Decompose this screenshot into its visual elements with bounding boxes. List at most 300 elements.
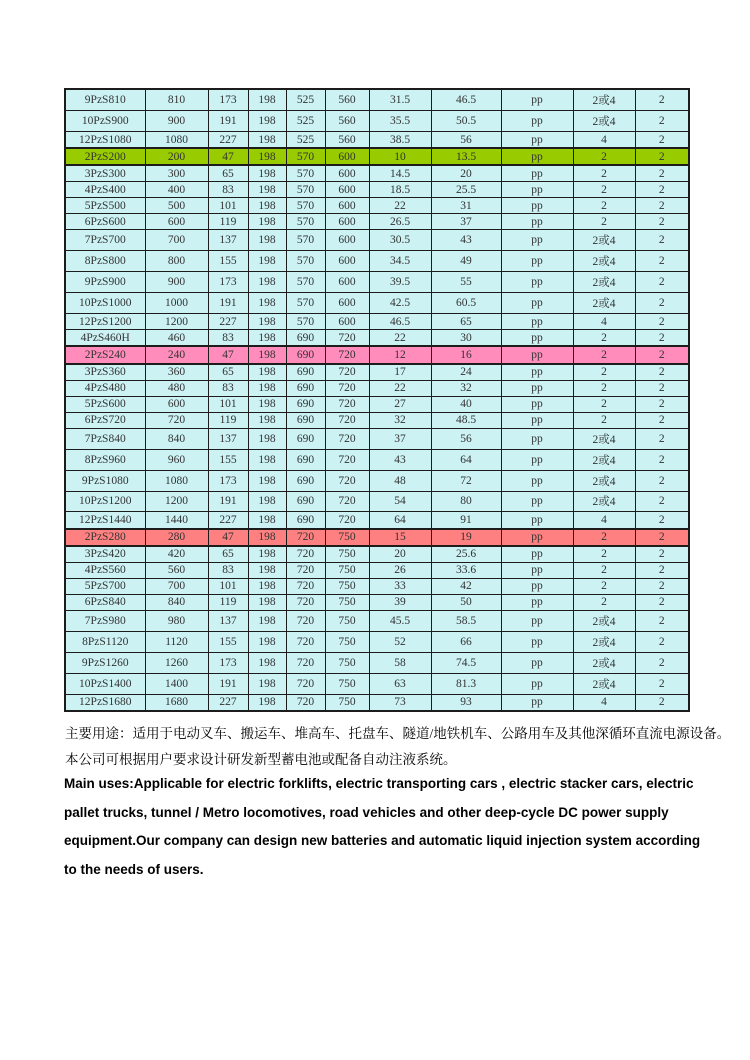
table-cell: 198 bbox=[248, 182, 286, 198]
table-cell: 8PzS960 bbox=[65, 449, 145, 470]
table-cell: 2 bbox=[635, 346, 689, 363]
table-cell: 65 bbox=[208, 364, 248, 381]
table-cell: 2或4 bbox=[573, 111, 635, 132]
table-cell: 198 bbox=[248, 491, 286, 512]
table-row bbox=[65, 512, 689, 529]
table-cell: 1400 bbox=[145, 673, 208, 694]
table-cell: 198 bbox=[248, 293, 286, 314]
table-cell: pp bbox=[501, 293, 573, 314]
table-cell: 600 bbox=[325, 148, 369, 165]
table-row bbox=[65, 428, 689, 449]
table-cell: 198 bbox=[248, 346, 286, 363]
battery-spec-table-body bbox=[65, 89, 689, 711]
table-cell: 2 bbox=[573, 578, 635, 594]
table-cell: 137 bbox=[208, 610, 248, 631]
table-cell: 17 bbox=[369, 364, 431, 381]
table-cell: 2 bbox=[573, 330, 635, 347]
table-cell: 750 bbox=[325, 694, 369, 711]
custom-design-note-cn: 本公司可根据用户要求设计研发新型蓄电池或配备自动注液系统。 bbox=[65, 752, 457, 767]
table-cell: 2 bbox=[635, 89, 689, 111]
main-uses-note-cn: 主要用途：适用于电动叉车、搬运车、堆高车、托盘车、隧道/地铁机车、公路用车及其他深循环直流电源设备。 bbox=[65, 726, 731, 741]
table-cell: 227 bbox=[208, 694, 248, 711]
table-cell: pp bbox=[501, 694, 573, 711]
table-cell: 4PzS460H bbox=[65, 330, 145, 347]
table-cell: 600 bbox=[145, 214, 208, 230]
table-cell: 750 bbox=[325, 578, 369, 594]
table-cell: 48 bbox=[369, 470, 431, 491]
table-row bbox=[65, 562, 689, 578]
table-cell: 6PzS840 bbox=[65, 594, 145, 610]
table-cell: 570 bbox=[286, 293, 325, 314]
table-cell: 198 bbox=[248, 380, 286, 396]
table-cell: 600 bbox=[325, 165, 369, 182]
table-cell: 2或4 bbox=[573, 428, 635, 449]
table-row bbox=[65, 198, 689, 214]
table-cell: 198 bbox=[248, 512, 286, 529]
table-cell: 2 bbox=[635, 428, 689, 449]
table-cell: 50.5 bbox=[431, 111, 501, 132]
table-cell: 198 bbox=[248, 111, 286, 132]
table-cell: 33.6 bbox=[431, 562, 501, 578]
table-cell: 43 bbox=[369, 449, 431, 470]
table-cell: 600 bbox=[325, 251, 369, 272]
table-cell: 1680 bbox=[145, 694, 208, 711]
table-cell: 720 bbox=[286, 546, 325, 563]
table-cell: 22 bbox=[369, 198, 431, 214]
table-row bbox=[65, 546, 689, 563]
table-cell: 7PzS840 bbox=[65, 428, 145, 449]
table-cell: 960 bbox=[145, 449, 208, 470]
table-cell: 101 bbox=[208, 198, 248, 214]
table-cell: 240 bbox=[145, 346, 208, 363]
table-cell: 12PzS1080 bbox=[65, 131, 145, 148]
table-cell: 720 bbox=[286, 610, 325, 631]
table-cell: 26 bbox=[369, 562, 431, 578]
table-cell: 198 bbox=[248, 428, 286, 449]
table-cell: 8PzS1120 bbox=[65, 631, 145, 652]
table-cell: 137 bbox=[208, 428, 248, 449]
table-cell: 1000 bbox=[145, 293, 208, 314]
table-cell: 42 bbox=[431, 578, 501, 594]
table-cell: 198 bbox=[248, 330, 286, 347]
table-cell: 50 bbox=[431, 594, 501, 610]
table-cell: 48.5 bbox=[431, 412, 501, 428]
table-cell: 2 bbox=[635, 578, 689, 594]
table-cell: 227 bbox=[208, 512, 248, 529]
table-cell: 10PzS1400 bbox=[65, 673, 145, 694]
table-cell: pp bbox=[501, 412, 573, 428]
table-cell: 80 bbox=[431, 491, 501, 512]
table-cell: 198 bbox=[248, 214, 286, 230]
table-cell: pp bbox=[501, 428, 573, 449]
table-cell: 2 bbox=[635, 330, 689, 347]
table-cell: pp bbox=[501, 182, 573, 198]
table-cell: 3PzS420 bbox=[65, 546, 145, 563]
table-cell: 560 bbox=[325, 131, 369, 148]
table-cell: 2 bbox=[635, 380, 689, 396]
table-cell: 4 bbox=[573, 131, 635, 148]
table-cell: 720 bbox=[325, 449, 369, 470]
table-cell: 137 bbox=[208, 230, 248, 251]
table-cell: 600 bbox=[325, 198, 369, 214]
table-cell: 2或4 bbox=[573, 272, 635, 293]
table-row bbox=[65, 330, 689, 347]
table-cell: 690 bbox=[286, 364, 325, 381]
table-cell: 2 bbox=[635, 182, 689, 198]
table-cell: 198 bbox=[248, 610, 286, 631]
table-cell: 198 bbox=[248, 694, 286, 711]
table-cell: 198 bbox=[248, 652, 286, 673]
table-cell: 2 bbox=[635, 293, 689, 314]
table-cell: 2 bbox=[573, 346, 635, 363]
table-cell: 2 bbox=[573, 165, 635, 182]
table-cell: 720 bbox=[325, 396, 369, 412]
table-cell: 720 bbox=[286, 694, 325, 711]
table-cell: 2 bbox=[635, 694, 689, 711]
table-cell: 4 bbox=[573, 314, 635, 330]
table-cell: 9PzS1080 bbox=[65, 470, 145, 491]
table-cell: 2或4 bbox=[573, 673, 635, 694]
table-cell: 27 bbox=[369, 396, 431, 412]
table-cell: 750 bbox=[325, 546, 369, 563]
table-row bbox=[65, 293, 689, 314]
table-cell: pp bbox=[501, 148, 573, 165]
table-cell: 750 bbox=[325, 562, 369, 578]
table-cell: 227 bbox=[208, 131, 248, 148]
table-cell: pp bbox=[501, 562, 573, 578]
table-cell: 173 bbox=[208, 272, 248, 293]
table-cell: 800 bbox=[145, 251, 208, 272]
table-cell: 200 bbox=[145, 148, 208, 165]
table-cell: 45.5 bbox=[369, 610, 431, 631]
table-cell: 52 bbox=[369, 631, 431, 652]
table-cell: 2或4 bbox=[573, 470, 635, 491]
table-cell: 570 bbox=[286, 314, 325, 330]
table-cell: 31 bbox=[431, 198, 501, 214]
table-cell: 9PzS1260 bbox=[65, 652, 145, 673]
table-cell: 12PzS1440 bbox=[65, 512, 145, 529]
table-cell: 900 bbox=[145, 111, 208, 132]
table-cell: 720 bbox=[325, 330, 369, 347]
table-cell: 83 bbox=[208, 380, 248, 396]
table-row bbox=[65, 214, 689, 230]
table-cell: 39.5 bbox=[369, 272, 431, 293]
table-cell: 2 bbox=[635, 491, 689, 512]
table-cell: 690 bbox=[286, 396, 325, 412]
table-cell: 20 bbox=[369, 546, 431, 563]
table-cell: 16 bbox=[431, 346, 501, 363]
table-cell: 10PzS1000 bbox=[65, 293, 145, 314]
table-cell: 24 bbox=[431, 364, 501, 381]
table-cell: 500 bbox=[145, 198, 208, 214]
table-cell: 198 bbox=[248, 546, 286, 563]
table-cell: 32 bbox=[431, 380, 501, 396]
table-cell: 10PzS1200 bbox=[65, 491, 145, 512]
table-cell: 191 bbox=[208, 293, 248, 314]
table-cell: 191 bbox=[208, 673, 248, 694]
table-cell: 34.5 bbox=[369, 251, 431, 272]
table-cell: pp bbox=[501, 198, 573, 214]
table-row bbox=[65, 578, 689, 594]
table-cell: 2 bbox=[573, 412, 635, 428]
table-cell: 2 bbox=[635, 610, 689, 631]
table-cell: 810 bbox=[145, 89, 208, 111]
table-cell: 690 bbox=[286, 380, 325, 396]
table-cell: 60.5 bbox=[431, 293, 501, 314]
note-line: to the needs of users. bbox=[64, 861, 204, 877]
table-cell: 1200 bbox=[145, 491, 208, 512]
table-cell: 66 bbox=[431, 631, 501, 652]
table-cell: 1260 bbox=[145, 652, 208, 673]
table-cell: 2 bbox=[635, 512, 689, 529]
table-cell: 2或4 bbox=[573, 652, 635, 673]
table-cell: pp bbox=[501, 89, 573, 111]
table-cell: 1080 bbox=[145, 131, 208, 148]
table-cell: 690 bbox=[286, 330, 325, 347]
table-cell: 2 bbox=[635, 272, 689, 293]
table-cell: 700 bbox=[145, 578, 208, 594]
table-cell: 2 bbox=[635, 396, 689, 412]
table-cell: 7PzS980 bbox=[65, 610, 145, 631]
table-cell: 3PzS300 bbox=[65, 165, 145, 182]
table-cell: 20 bbox=[431, 165, 501, 182]
note-line: equipment.Our company can design new batteries and automatic liquid injection system according bbox=[64, 833, 701, 848]
table-cell: 750 bbox=[325, 610, 369, 631]
table-row bbox=[65, 412, 689, 428]
table-cell: 720 bbox=[325, 512, 369, 529]
table-cell: 155 bbox=[208, 631, 248, 652]
table-row bbox=[65, 652, 689, 673]
table-cell: 600 bbox=[325, 293, 369, 314]
table-cell: 560 bbox=[325, 111, 369, 132]
table-cell: 119 bbox=[208, 214, 248, 230]
table-cell: 5PzS500 bbox=[65, 198, 145, 214]
table-cell: pp bbox=[501, 314, 573, 330]
table-cell: 22 bbox=[369, 330, 431, 347]
table-cell: 3PzS360 bbox=[65, 364, 145, 381]
table-cell: 39 bbox=[369, 594, 431, 610]
table-cell: 83 bbox=[208, 562, 248, 578]
table-cell: 720 bbox=[286, 594, 325, 610]
main-uses-note-en bbox=[64, 770, 704, 884]
table-cell: 2 bbox=[635, 529, 689, 546]
table-row bbox=[65, 131, 689, 148]
table-cell: 49 bbox=[431, 251, 501, 272]
table-cell: 2PzS240 bbox=[65, 346, 145, 363]
table-row bbox=[65, 610, 689, 631]
table-cell: 198 bbox=[248, 449, 286, 470]
table-cell: 1440 bbox=[145, 512, 208, 529]
table-cell: 30 bbox=[431, 330, 501, 347]
table-cell: 12PzS1680 bbox=[65, 694, 145, 711]
table-cell: 2 bbox=[635, 364, 689, 381]
table-cell: 360 bbox=[145, 364, 208, 381]
table-row bbox=[65, 594, 689, 610]
table-cell: 560 bbox=[145, 562, 208, 578]
table-cell: 720 bbox=[286, 652, 325, 673]
table-cell: 6PzS600 bbox=[65, 214, 145, 230]
table-cell: 64 bbox=[431, 449, 501, 470]
table-cell: 101 bbox=[208, 396, 248, 412]
table-cell: 198 bbox=[248, 396, 286, 412]
table-cell: 4 bbox=[573, 694, 635, 711]
table-cell: 14.5 bbox=[369, 165, 431, 182]
table-row bbox=[65, 148, 689, 165]
table-cell: 300 bbox=[145, 165, 208, 182]
table-cell: 8PzS800 bbox=[65, 251, 145, 272]
table-cell: 227 bbox=[208, 314, 248, 330]
table-cell: 65 bbox=[208, 165, 248, 182]
table-cell: 480 bbox=[145, 380, 208, 396]
table-cell: 65 bbox=[431, 314, 501, 330]
table-cell: 22 bbox=[369, 380, 431, 396]
table-cell: 600 bbox=[325, 214, 369, 230]
table-cell: 2 bbox=[635, 673, 689, 694]
table-cell: 56 bbox=[431, 428, 501, 449]
table-cell: 2 bbox=[635, 562, 689, 578]
table-cell: 525 bbox=[286, 89, 325, 111]
table-cell: pp bbox=[501, 594, 573, 610]
table-cell: 2或4 bbox=[573, 293, 635, 314]
table-row bbox=[65, 364, 689, 381]
table-cell: pp bbox=[501, 396, 573, 412]
table-cell: 93 bbox=[431, 694, 501, 711]
table-cell: 2或4 bbox=[573, 230, 635, 251]
table-cell: pp bbox=[501, 111, 573, 132]
table-cell: 56 bbox=[431, 131, 501, 148]
table-cell: 720 bbox=[286, 562, 325, 578]
table-cell: 2PzS200 bbox=[65, 148, 145, 165]
table-cell: pp bbox=[501, 610, 573, 631]
table-cell: 2 bbox=[635, 131, 689, 148]
table-row bbox=[65, 182, 689, 198]
table-cell: 198 bbox=[248, 470, 286, 491]
table-cell: 40 bbox=[431, 396, 501, 412]
table-row bbox=[65, 111, 689, 132]
table-cell: pp bbox=[501, 512, 573, 529]
table-cell: pp bbox=[501, 380, 573, 396]
table-cell: 191 bbox=[208, 491, 248, 512]
table-cell: 18.5 bbox=[369, 182, 431, 198]
table-cell: 2或4 bbox=[573, 491, 635, 512]
table-cell: 720 bbox=[325, 428, 369, 449]
table-cell: 560 bbox=[325, 89, 369, 111]
table-cell: 72 bbox=[431, 470, 501, 491]
table-cell: 720 bbox=[286, 529, 325, 546]
table-cell: 33 bbox=[369, 578, 431, 594]
table-cell: 10 bbox=[369, 148, 431, 165]
table-cell: 750 bbox=[325, 652, 369, 673]
table-cell: 58 bbox=[369, 652, 431, 673]
table-row bbox=[65, 673, 689, 694]
table-cell: 198 bbox=[248, 148, 286, 165]
table-cell: 198 bbox=[248, 673, 286, 694]
table-cell: 25.6 bbox=[431, 546, 501, 563]
table-cell: 750 bbox=[325, 594, 369, 610]
table-cell: 32 bbox=[369, 412, 431, 428]
table-cell: pp bbox=[501, 652, 573, 673]
table-cell: 37 bbox=[431, 214, 501, 230]
table-cell: 198 bbox=[248, 412, 286, 428]
table-cell: 400 bbox=[145, 182, 208, 198]
table-cell: 2 bbox=[573, 380, 635, 396]
table-cell: 119 bbox=[208, 412, 248, 428]
table-cell: 2 bbox=[573, 214, 635, 230]
table-cell: 25.5 bbox=[431, 182, 501, 198]
table-row bbox=[65, 396, 689, 412]
table-cell: 9PzS810 bbox=[65, 89, 145, 111]
table-cell: 198 bbox=[248, 364, 286, 381]
table-cell: 91 bbox=[431, 512, 501, 529]
table-cell: 720 bbox=[325, 380, 369, 396]
table-row bbox=[65, 449, 689, 470]
table-cell: 74.5 bbox=[431, 652, 501, 673]
table-cell: 1200 bbox=[145, 314, 208, 330]
table-cell: 900 bbox=[145, 272, 208, 293]
table-cell: 7PzS700 bbox=[65, 230, 145, 251]
table-cell: 2 bbox=[635, 111, 689, 132]
table-cell: pp bbox=[501, 631, 573, 652]
table-cell: 198 bbox=[248, 89, 286, 111]
table-cell: 198 bbox=[248, 272, 286, 293]
table-cell: 2 bbox=[573, 529, 635, 546]
table-cell: 4PzS400 bbox=[65, 182, 145, 198]
table-row bbox=[65, 89, 689, 111]
table-cell: 73 bbox=[369, 694, 431, 711]
table-cell: pp bbox=[501, 449, 573, 470]
table-cell: 54 bbox=[369, 491, 431, 512]
table-cell: 2 bbox=[573, 546, 635, 563]
table-cell: 173 bbox=[208, 89, 248, 111]
table-cell: 12 bbox=[369, 346, 431, 363]
table-cell: 4PzS560 bbox=[65, 562, 145, 578]
table-cell: 15 bbox=[369, 529, 431, 546]
table-cell: 198 bbox=[248, 562, 286, 578]
table-cell: 720 bbox=[325, 412, 369, 428]
table-cell: 2 bbox=[635, 412, 689, 428]
table-cell: 2 bbox=[635, 470, 689, 491]
table-row bbox=[65, 346, 689, 363]
table-cell: 47 bbox=[208, 529, 248, 546]
table-cell: 570 bbox=[286, 148, 325, 165]
table-cell: pp bbox=[501, 214, 573, 230]
table-cell: 46.5 bbox=[431, 89, 501, 111]
table-cell: pp bbox=[501, 470, 573, 491]
table-cell: 2 bbox=[573, 148, 635, 165]
table-cell: 2 bbox=[635, 230, 689, 251]
table-cell: 720 bbox=[286, 578, 325, 594]
table-cell: 525 bbox=[286, 131, 325, 148]
table-cell: 6PzS720 bbox=[65, 412, 145, 428]
table-cell: 2或4 bbox=[573, 251, 635, 272]
table-cell: 13.5 bbox=[431, 148, 501, 165]
table-cell: 2 bbox=[635, 251, 689, 272]
table-row bbox=[65, 165, 689, 182]
table-cell: 2 bbox=[635, 449, 689, 470]
table-cell: 58.5 bbox=[431, 610, 501, 631]
table-row bbox=[65, 272, 689, 293]
table-cell: 460 bbox=[145, 330, 208, 347]
table-cell: 690 bbox=[286, 491, 325, 512]
table-cell: 570 bbox=[286, 182, 325, 198]
table-cell: 1080 bbox=[145, 470, 208, 491]
table-cell: 198 bbox=[248, 198, 286, 214]
table-cell: 2 bbox=[573, 364, 635, 381]
table-cell: 2 bbox=[635, 214, 689, 230]
table-cell: 840 bbox=[145, 428, 208, 449]
table-cell: 55 bbox=[431, 272, 501, 293]
table-cell: 840 bbox=[145, 594, 208, 610]
